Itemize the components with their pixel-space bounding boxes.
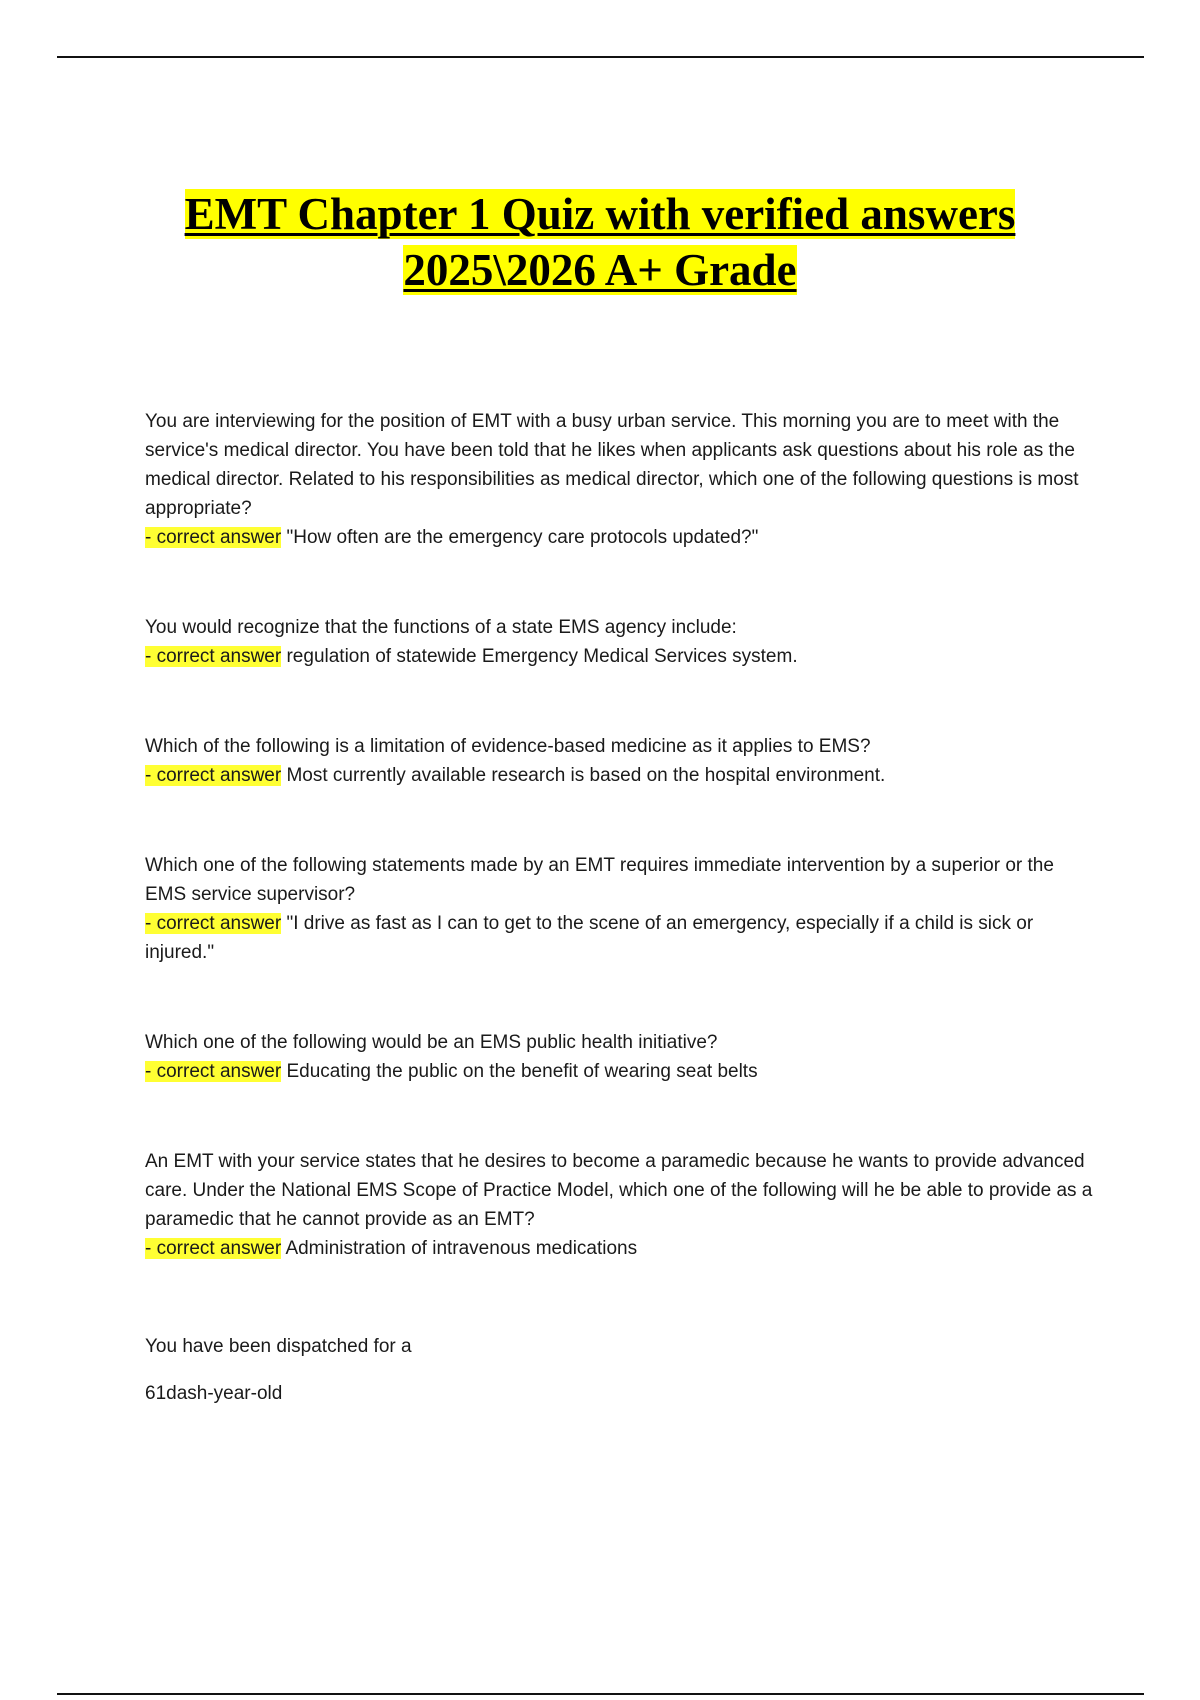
answer-text: "I drive as fast as I can to get to the scene of an emergency, especially if a child is sick or injured." bbox=[145, 913, 1034, 963]
answer-line bbox=[145, 1057, 1095, 1086]
qa-item-6 bbox=[145, 1147, 1095, 1263]
qa-item-1 bbox=[145, 407, 1095, 552]
trailing-text-line-2: 61dash-year-old bbox=[145, 1383, 283, 1404]
trailing-text-line-1: You have been dispatched for a bbox=[145, 1336, 412, 1357]
answer-text: regulation of statewide Emergency Medical Services system. bbox=[286, 646, 798, 667]
correct-answer-label: - correct answer bbox=[145, 646, 282, 667]
qa-list bbox=[145, 407, 1095, 1263]
question-text: Which one of the following statements made by an EMT requires immediate intervention by a superior or the EMS service supervisor? bbox=[145, 855, 1054, 905]
question-text: You are interviewing for the position of EMT with a busy urban service. This morning you are to meet with the service's medical director. You have been told that he likes when applicants ask questions about his role as the medical director. Related to his responsibilities as medical director, which one of the following questions is most appropriate? bbox=[145, 411, 1079, 519]
answer-line bbox=[145, 642, 1095, 671]
answer-text: Administration of intravenous medications bbox=[285, 1238, 638, 1259]
correct-answer-label: - correct answer bbox=[145, 913, 282, 934]
correct-answer-label: - correct answer bbox=[145, 527, 282, 548]
answer-line bbox=[145, 761, 1095, 790]
answer-line bbox=[145, 523, 1095, 552]
answer-line bbox=[145, 1234, 1095, 1263]
answer-line bbox=[145, 909, 1095, 967]
correct-answer-label: - correct answer bbox=[145, 1061, 282, 1082]
qa-item-5 bbox=[145, 1028, 1095, 1086]
qa-item-4 bbox=[145, 851, 1095, 967]
question-text: An EMT with your service states that he desires to become a paramedic because he wants to provide advanced care. Under the National EMS Scope of Practice Model, which one of the following will he be able to provide as a paramedic that he cannot provide as an EMT? bbox=[145, 1151, 1093, 1230]
question-text: Which of the following is a limitation of evidence-based medicine as it applies to EMS? bbox=[145, 736, 871, 757]
answer-text: Educating the public on the benefit of wearing seat belts bbox=[286, 1061, 758, 1082]
title-line-2: 2025\2026 A+ Grade bbox=[403, 245, 797, 295]
correct-answer-label: - correct answer bbox=[145, 765, 282, 786]
question-text: Which one of the following would be an EMS public health initiative? bbox=[145, 1032, 718, 1053]
qa-item-2 bbox=[145, 613, 1095, 671]
bottom-rule bbox=[57, 1693, 1144, 1695]
qa-item-3 bbox=[145, 732, 1095, 790]
title-line-1: EMT Chapter 1 Quiz with verified answers bbox=[184, 189, 1016, 239]
correct-answer-label: - correct answer bbox=[145, 1238, 282, 1259]
answer-text: Most currently available research is based on the hospital environment. bbox=[286, 765, 886, 786]
question-text: You would recognize that the functions of a state EMS agency include: bbox=[145, 617, 737, 638]
top-rule bbox=[57, 56, 1144, 58]
answer-text: "How often are the emergency care protocols updated?" bbox=[286, 527, 759, 548]
document-title bbox=[0, 186, 1200, 298]
